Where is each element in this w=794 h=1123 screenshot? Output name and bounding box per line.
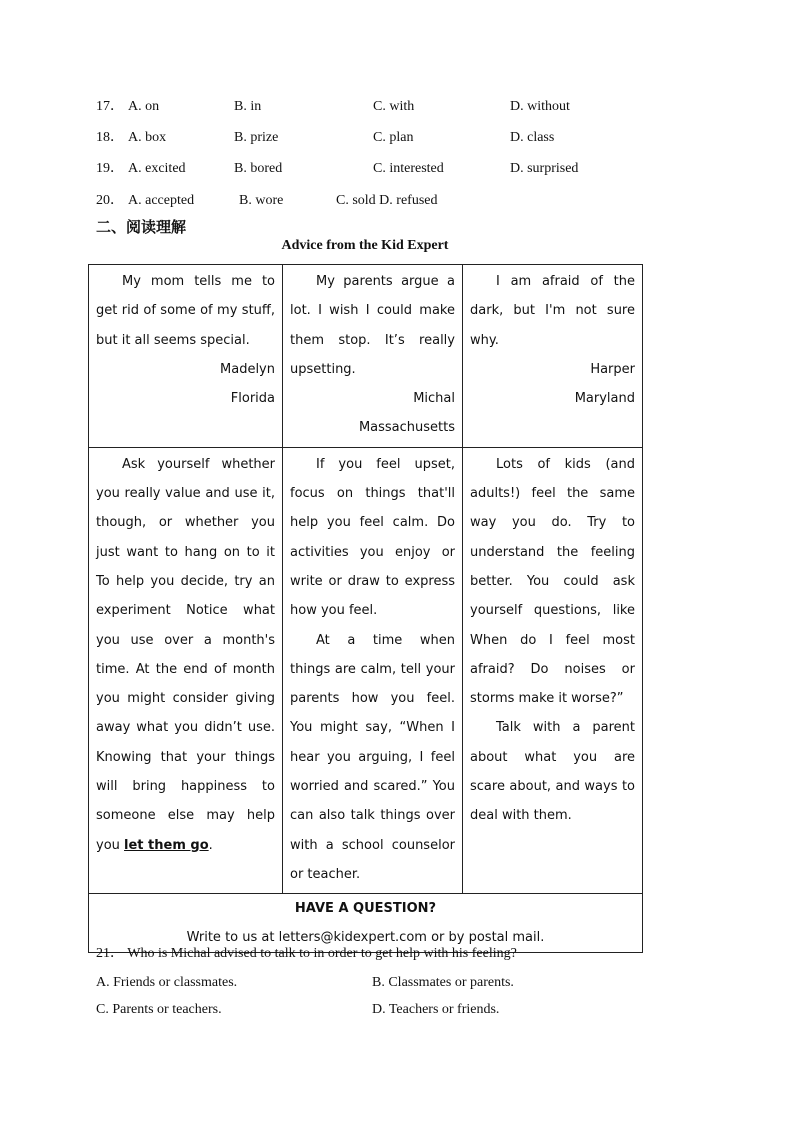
table-title: Advice from the Kid Expert [281, 238, 449, 253]
question-text: My parents argue a lot. I wish I could make them stop. It’s really upsetting. [290, 274, 455, 377]
answer-text-part: Ask yourself whether you really value and use it, though, or whether you just want to hang on to it To help you decide, try an experiment Notice what you use over a month's time. At the end of month you might consider giving away what you didn’t use. Knowing that your things will bring happiness to someone else may help you [96, 456, 275, 853]
answer-cell-madelyn [89, 447, 283, 893]
option-b: B. prize [234, 130, 279, 145]
option-d: D. class [510, 130, 555, 145]
footer-text: Write to us at letters@kidexpert.com or by postal mail. [186, 930, 545, 946]
option-a: A. excited [128, 161, 186, 176]
signer-place: Maryland [574, 391, 635, 407]
option-d: D. surprised [510, 161, 579, 176]
signer-place: Massachusetts [358, 420, 455, 436]
question-number: 19． [96, 161, 124, 176]
section-title: 二、阅读理解 [96, 218, 187, 236]
question-number: 18． [96, 130, 124, 145]
answers-row [89, 447, 643, 893]
option-b: B. bored [234, 161, 283, 176]
question-cell-madelyn [89, 265, 283, 448]
question-number: 20． [96, 193, 124, 208]
footer-title: HAVE A QUESTION? [294, 901, 437, 917]
signer-place: Florida [230, 391, 275, 407]
question-number: 17． [96, 99, 124, 114]
signer-name: Michal [413, 391, 455, 407]
answer-paragraph-1: If you feel upset, focus on things that'll help you feel calm. Do activities you enjoy or write or draw to express how you feel. [290, 456, 455, 619]
question-21-option-d: D. Teachers or friends. [372, 1002, 500, 1017]
option-c: C. interested [373, 161, 444, 176]
answer-paragraph-2: At a time when things are calm, tell your parents how you feel. You might say, “When I hear you arguing, I feel worried and scared.” You can also talk things over with a school counselor or teacher. [290, 632, 455, 882]
question-21-option-b: B. Classmates or parents. [372, 975, 514, 990]
answer-text [96, 450, 275, 860]
answer-text-end: . [208, 837, 213, 853]
signer-name: Madelyn [220, 361, 275, 377]
answer-paragraph-2: Talk with a parent about what you are scare about, and ways to deal with them. [470, 720, 635, 824]
option-a: A. box [128, 130, 167, 145]
question-21-option-c: C. Parents or teachers. [96, 1002, 222, 1017]
question-text: I am afraid of the dark, but I'm not sure why. [470, 274, 635, 348]
option-b: B. wore [239, 193, 284, 208]
option-c: C. plan [373, 130, 414, 145]
question-21-option-a: A. Friends or classmates. [96, 975, 238, 990]
option-a: A. accepted [128, 193, 195, 208]
option-c: C. with [373, 99, 415, 114]
answer-cell-michal [283, 447, 463, 893]
option-c-d: C. sold D. refused [336, 193, 438, 208]
advice-table [88, 264, 643, 953]
answer-paragraph-1: Lots of kids (and adults!) feel the same way you do. Try to understand the feeling better. You could ask yourself questions, like When do I feel most afraid? Do noises or storms make it worse?” [470, 456, 635, 707]
question-cell-michal [283, 265, 463, 448]
questions-row [89, 265, 643, 448]
option-a: A. on [128, 99, 160, 114]
answer-cell-harper [463, 447, 643, 893]
signer-name: Harper [590, 361, 635, 377]
question-text: My mom tells me to get rid of some of my stuff, but it all seems special. [96, 274, 275, 348]
underlined-phrase: let them go [124, 837, 209, 853]
option-b: B. in [234, 99, 262, 114]
option-d: D. without [510, 99, 570, 114]
question-21-stem: 21． Who is Michal advised to talk to in order to get help with his feeling? [96, 946, 517, 961]
question-cell-harper [463, 265, 643, 448]
